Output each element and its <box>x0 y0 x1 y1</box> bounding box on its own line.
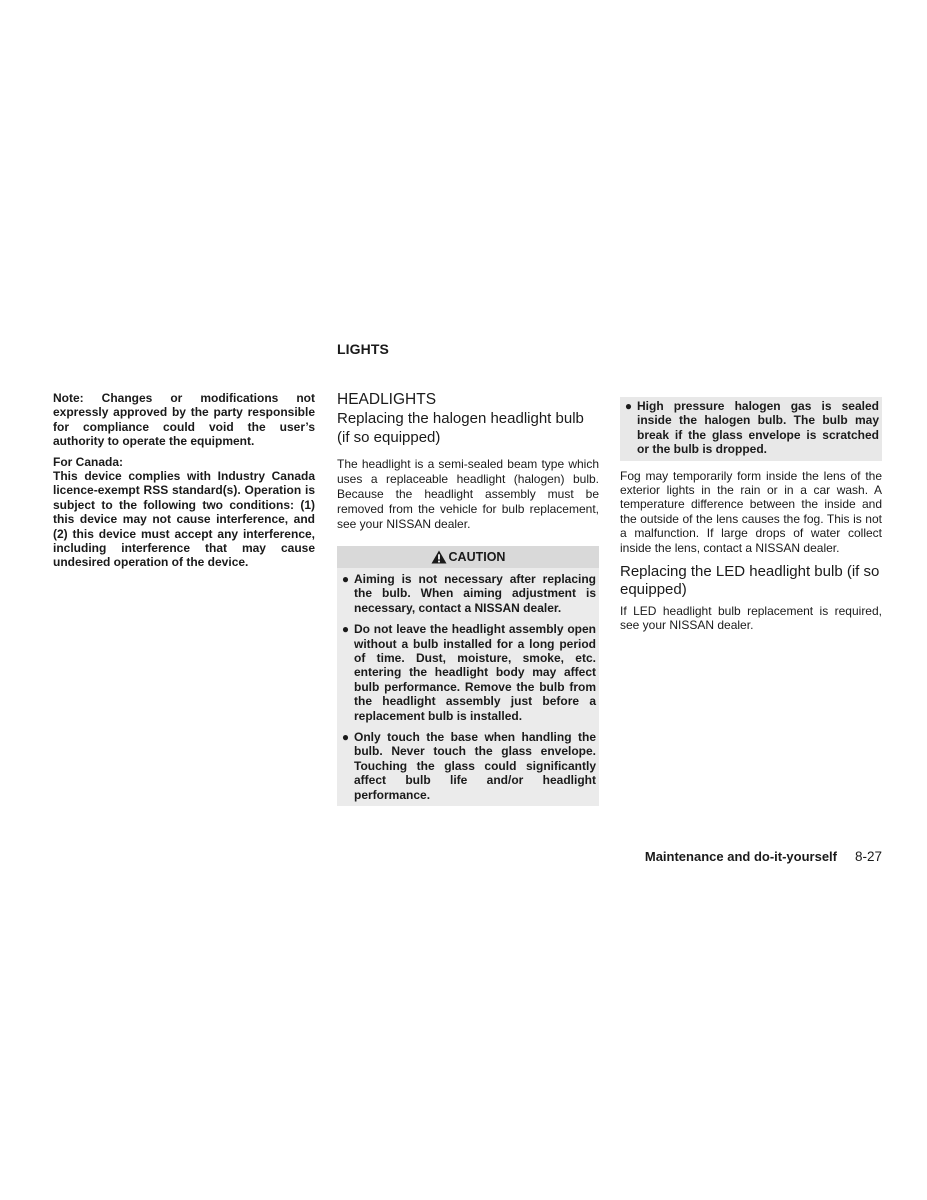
right-column <box>620 397 882 633</box>
headlights-heading: HEADLIGHTS <box>337 391 437 408</box>
caution-item: ● Aiming is not necessary after replacing the bulb. When aiming adjustment is necessary, contact a NISSAN dealer. <box>337 572 596 615</box>
bullet-icon: ● <box>341 572 350 586</box>
bullet-icon: ● <box>624 399 633 413</box>
left-column <box>53 391 315 570</box>
caution-item: ● Only touch the base when handling the bulb. Never touch the glass envelope. Touching the glass could significantly affect bulb life and/or headlight performance. <box>337 730 596 802</box>
caution-box <box>337 546 599 806</box>
caution-list <box>337 568 599 806</box>
halogen-subheading: Replacing the halogen headlight bulb (if so equipped) <box>337 410 584 446</box>
caution-item: ● Do not leave the headlight assembly open without a bulb installed for a long period of time. Dust, moisture, smoke, etc. entering the headlight body may affect bulb performance. Remove the bulb from the headlight assembly just before a replacement bulb is installed. <box>337 622 596 723</box>
led-paragraph: If LED headlight bulb replacement is required, see your NISSAN dealer. <box>620 604 882 633</box>
warning-triangle-icon <box>431 550 447 564</box>
bullet-icon: ● <box>341 730 350 745</box>
led-subheading: Replacing the LED headlight bulb (if so equipped) <box>620 563 880 598</box>
fog-paragraph: Fog may temporarily form inside the lens of the exterior lights in the rain or in a car wash. A temperature difference between the inside and the outside of the lens causes the fog. This is not a malfunction. If large drops of water collect inside the lens, contact a NISSAN dealer. <box>620 468 882 555</box>
canada-heading: For Canada: <box>53 454 124 469</box>
halogen-body: The headlight is a semi-sealed beam type which uses a replaceable headlight (halogen) bulb. Because the headlight assembly must be removed from the vehicle for bulb replacement, see your NISSAN dealer. <box>337 457 599 531</box>
caution-label: CAUTION <box>448 550 506 564</box>
canada-statement: This device complies with Industry Canada licence-exempt RSS standard(s). Operation is subject to the following two conditions: (1) this device may not cause interference, and (2) this device must accept any interference, including interference that may cause undesired operation of the device. <box>53 469 315 570</box>
bullet-icon: ● <box>341 622 350 637</box>
footer-chapter-title: Maintenance and do-it-yourself <box>644 849 837 864</box>
compliance-note: Note: Changes or modifications not expressly approved by the party responsible for compliance could void the user’s authority to operate the equipment. <box>53 391 315 449</box>
section-title: LIGHTS <box>337 341 389 357</box>
caution-item: ● High pressure halogen gas is sealed inside the halogen bulb. The bulb may break if the glass envelope is scratched or the bulb is dropped. <box>620 399 879 457</box>
page-number: 8-27 <box>854 849 882 864</box>
middle-column <box>337 391 599 806</box>
caution-header <box>337 546 599 568</box>
halogen-warning-box <box>620 397 882 461</box>
